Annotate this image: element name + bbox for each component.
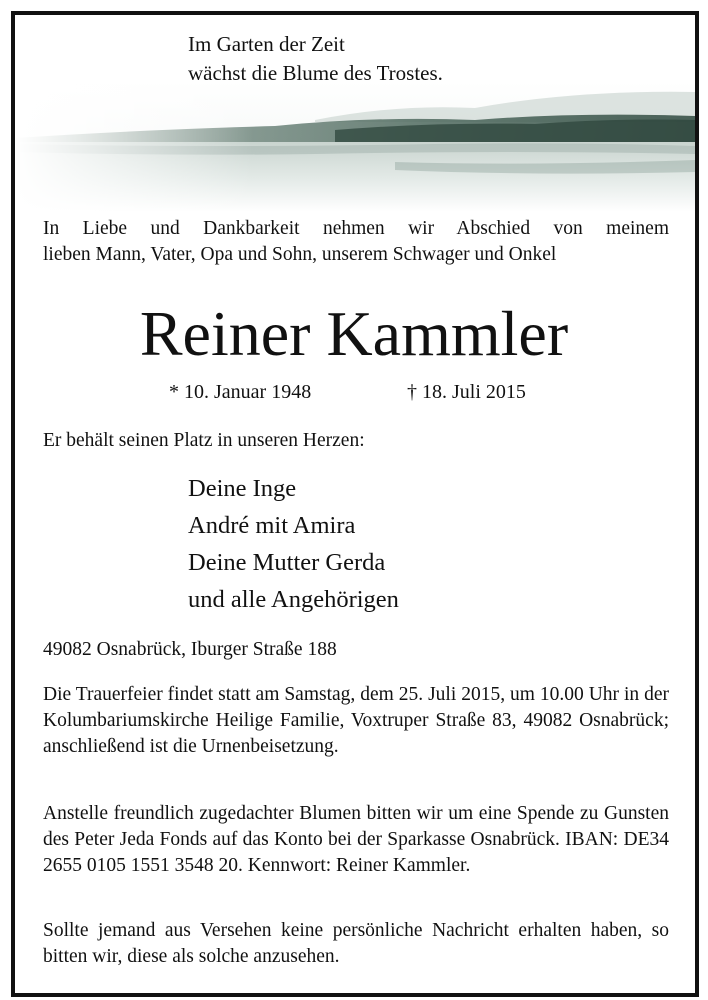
intro-line-2: lieben Mann, Vater, Opa und Sohn, unserem Schwager und Onkel xyxy=(43,244,557,265)
misty-lake-landscape-image xyxy=(15,82,695,212)
mourners-list xyxy=(188,470,399,618)
mourner-item: André mit Amira xyxy=(188,512,356,539)
motto-line-2: wächst die Blume des Trostes. xyxy=(188,61,443,85)
donation-notice: Anstelle freundlich zugedachter Blumen bitten wir um eine Spende zu Gunsten des Peter Jeda Fonds auf das Konto bei der Sparkasse Osnabrück. IBAN: DE34 2655 0105 1551 3548 20. Kennwort: Reiner Kammler. xyxy=(43,803,669,876)
funeral-notice: Die Trauerfeier findet statt am Samstag, dem 25. Juli 2015, um 10.00 Uhr in der Kolumbariumskirche Heilige Familie, Voxtruper Straße 83, 49082 Osnabrück; anschließend ist die Urnenbeisetzung. xyxy=(43,684,669,757)
motto-line-1: Im Garten der Zeit xyxy=(188,32,345,56)
motto-verse xyxy=(188,30,443,88)
memory-line: Er behält seinen Platz in unseren Herzen: xyxy=(43,430,365,451)
intro-line-1: In Liebe und Dankbarkeit nehmen wir Abschied von meinem xyxy=(43,218,669,239)
birth-date: * 10. Januar 1948 xyxy=(169,381,312,403)
deceased-name: Reiner Kammler xyxy=(139,298,569,369)
mourner-item: Deine Inge xyxy=(188,475,297,502)
farewell-intro xyxy=(43,216,669,268)
death-date: † 18. Juli 2015 xyxy=(407,381,526,403)
closing-notice: Sollte jemand aus Versehen keine persönliche Nachricht erhalten haben, so bitten wir, diese als solche anzusehen. xyxy=(43,920,669,967)
mourner-item: und alle Angehörigen xyxy=(188,586,399,613)
family-address: 49082 Osnabrück, Iburger Straße 188 xyxy=(43,639,337,660)
mourner-item: Deine Mutter Gerda xyxy=(188,549,386,576)
